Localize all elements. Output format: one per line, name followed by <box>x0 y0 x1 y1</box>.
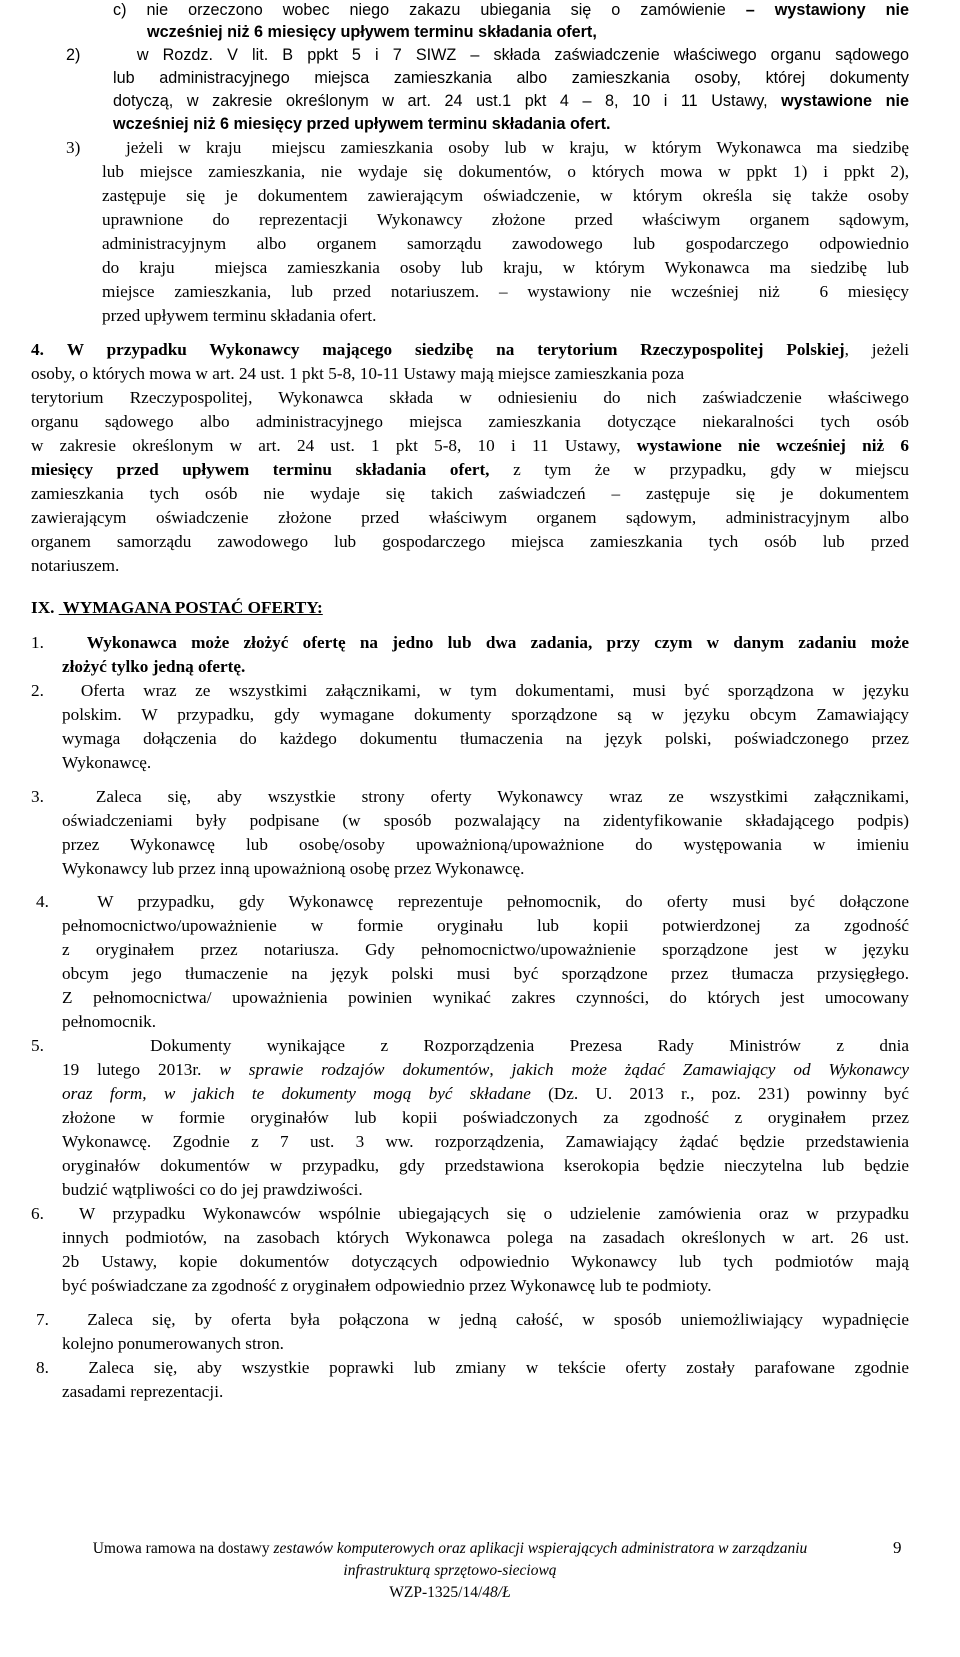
text-line: 2) w Rozdz. V lit. B ppkt 5 i 7 SIWZ – składa zaświadczenie właściwego organu sądowego <box>66 46 909 64</box>
text-line: lub administracyjnego miejsca zamieszkania albo zamieszkania osoby, której dokumenty <box>113 69 909 87</box>
text-line: 4. W przypadku, gdy Wykonawcę reprezentuje pełnomocnik, do oferty musi być dołączone <box>36 892 909 911</box>
text-line: kolejno ponumerowanych stron. <box>62 1334 284 1353</box>
text-line: uprawnione do reprezentacji Wykonawcy złożone przed właściwym organem sądowym, <box>102 210 909 229</box>
text-line: wymaga dołączenia do każdego dokumentu tłumaczenia na język polski, poświadczonego przez <box>62 729 909 748</box>
text-line: organu sądowego albo administracyjnego miejsca zamieszkania dotyczące niekaralności tych osób <box>31 412 909 431</box>
text-line: w zakresie określonym w art. 24 ust. 1 pkt 5-8, 10 i 11 Ustawy, wystawione nie wcześniej niż 6 <box>31 436 909 455</box>
text-line: organem samorządu zawodowego lub gospodarczego miejsca zamieszkania tych osób lub przed <box>31 532 909 551</box>
text-line: budzić wątpliwości co do jej prawdziwości. <box>62 1180 363 1199</box>
text-line: pełnomocnik. <box>62 1012 157 1031</box>
text-line: terytorium Rzeczypospolitej, Wykonawca składa w odniesieniu do nich zaświadczenie właściwego <box>31 388 909 407</box>
text-line: 3. Zaleca się, aby wszystkie strony oferty Wykonawcy wraz ze wszystkimi załącznikami, <box>31 787 909 806</box>
text-line: do kraju miejsca zamieszkania osoby lub kraju, w którym Wykonawca ma siedzibę lub <box>102 258 909 277</box>
text-line: przed upływem terminu składania ofert. <box>102 306 377 325</box>
text-line: 5. Dokumenty wynikające z Rozporządzenia Prezesa Rady Ministrów z dnia <box>31 1036 909 1055</box>
text-line: Z pełnomocnictwa/ upoważnienia powinien wynikać zakres czynności, do których jest umocowany <box>62 988 909 1007</box>
text-line: Wykonawcę. <box>62 753 152 772</box>
text-line: 6. W przypadku Wykonawców wspólnie ubiegających się o udzielenie zamówienia oraz w przypadku <box>31 1204 909 1223</box>
text-line: innych podmiotów, na zasobach których Wykonawca polega na zasadach określonych w art. 26 ust. <box>62 1228 909 1247</box>
text-line: 8. Zaleca się, aby wszystkie poprawki lub zmiany w tekście oferty zostały parafowane zgodnie <box>36 1358 909 1377</box>
text-line: Wykonawcy lub przez inną upoważnioną osobę przez Wykonawcę. <box>62 859 525 878</box>
text-line: 3) jeżeli w kraju miejscu zamieszkania osoby lub w kraju, w którym Wykonawca ma siedzibę <box>66 138 909 157</box>
text-line: administracyjnym albo organem samorządu zawodowego lub gospodarczego odpowiednio <box>102 234 909 253</box>
page-number: 9 <box>893 1538 902 1557</box>
text-line: pełnomocnictwo/upoważnienie w formie oryginału lub kopii potwierdzonej za zgodność <box>62 916 909 935</box>
text-line: miesięcy przed upływem terminu składania ofert, z tym że w przypadku, gdy w miejscu <box>31 460 909 479</box>
footer-line-3: WZP-1325/14/48/Ł <box>389 1584 511 1601</box>
text-line: 2b Ustawy, kopie dokumentów dotyczących odpowiednio Wykonawcy lub tych podmiotów mają <box>62 1252 909 1271</box>
text-line: zawierającym oświadczenie złożone przed właściwym organem sądowym, administracyjnym albo <box>31 508 909 527</box>
text-line: 4. W przypadku Wykonawcy mającego siedzibę na terytorium Rzeczypospolitej Polskiej, jeżeli <box>31 340 910 359</box>
text-line: 2. Oferta wraz ze wszystkimi załącznikami, w tym dokumentami, musi być sporządzona w języku <box>31 681 909 700</box>
text-line: miejsce zamieszkania, lub przed notariuszem. – wystawiony nie wcześniej niż 6 miesięcy <box>102 282 909 301</box>
text-line: notariuszem. <box>31 556 120 575</box>
text-line: 7. Zaleca się, by oferta była połączona w jedną całość, w sposób uniemożliwiający wypadnięcie <box>36 1310 909 1329</box>
page-footer <box>20 1538 880 1604</box>
text-line: lub miejsce zamieszkania, nie wydaje się dokumentów, o których mowa w ppkt 1) i ppkt 2), <box>102 162 909 181</box>
text-line: złożyć tylko jedną ofertę. <box>62 657 246 676</box>
text-line: polskim. W przypadku, gdy wymagane dokumenty sporządzone są w języku obcym Zamawiający <box>62 705 909 724</box>
footer-line-1: Umowa ramowa na dostawy zestawów komputerowych oraz aplikacji wspierających administratora w zarządzaniu <box>92 1540 808 1557</box>
text-line: przez Wykonawcę lub osobę/osoby upoważnioną/upoważnione do występowania w imieniu <box>62 835 909 854</box>
text-line: oświadczeniami były podpisane (w sposób pozwalający na zidentyfikowanie składającego podpis) <box>62 811 909 830</box>
text-line: złożone w formie oryginałów lub kopii poświadczonych za zgodność z oryginałem przez <box>62 1108 909 1127</box>
text-line: osoby, o których mowa w art. 24 ust. 1 pkt 5-8, 10-11 Ustawy mają miejsce zamieszkania poza <box>31 364 685 383</box>
text-line: c) nie orzeczono wobec niego zakazu ubiegania się o zamówienie – wystawiony nie <box>113 1 910 19</box>
text-line: Wykonawcę. Zgodnie z 7 ust. 3 ww. rozporządzenia, Zamawiający żądać będzie przedstawienia <box>62 1132 909 1151</box>
text-line: 19 lutego 2013r. w sprawie rodzajów dokumentów, jakich może żądać Zamawiający od Wykonawcy <box>62 1060 909 1079</box>
text-line: IX. WYMAGANA POSTAĆ OFERTY: <box>31 598 323 617</box>
text-line: obcym jego tłumaczenie na język polski musi być sporządzone przez tłumacza przysięgłego. <box>62 964 909 983</box>
text-line: oraz form, w jakich te dokumenty mogą być składane (Dz. U. 2013 r., poz. 231) powinny być <box>62 1084 909 1103</box>
text-line: wcześniej niż 6 miesięcy upływem terminu składania ofert, <box>147 23 597 41</box>
text-line: zasadami reprezentacji. <box>62 1382 224 1401</box>
text-line: wcześniej niż 6 miesięcy przed upływem terminu składania ofert. <box>113 115 611 133</box>
text-line: oryginałów dokumentów w przypadku, gdy przedstawiona kserokopia będzie nieczytelna lub będzie <box>62 1156 909 1175</box>
text-line: 1. Wykonawca może złożyć ofertę na jedno lub dwa zadania, przy czym w danym zadaniu może <box>31 633 909 652</box>
text-line: dotyczą, w zakresie określonym w art. 24 ust.1 pkt 4 – 8, 10 i 11 Ustawy, wystawione nie <box>113 92 909 110</box>
text-line: zamieszkania tych osób nie wydaje się takich zaświadczeń – zastępuje się je dokumentem <box>31 484 909 503</box>
footer-line-2: infrastrukturą sprzętowo-sieciową <box>343 1562 557 1579</box>
text-line: z oryginałem przez notariusza. Gdy pełnomocnictwo/upoważnienie sporządzone jest w języku <box>62 940 909 959</box>
text-line: zastępuje się je dokumentem zawierającym oświadczenie, w którym określa się także osoby <box>102 186 909 205</box>
text-line: być poświadczane za zgodność z oryginałem odpowiednio przez Wykonawcę lub te podmioty. <box>62 1276 712 1295</box>
